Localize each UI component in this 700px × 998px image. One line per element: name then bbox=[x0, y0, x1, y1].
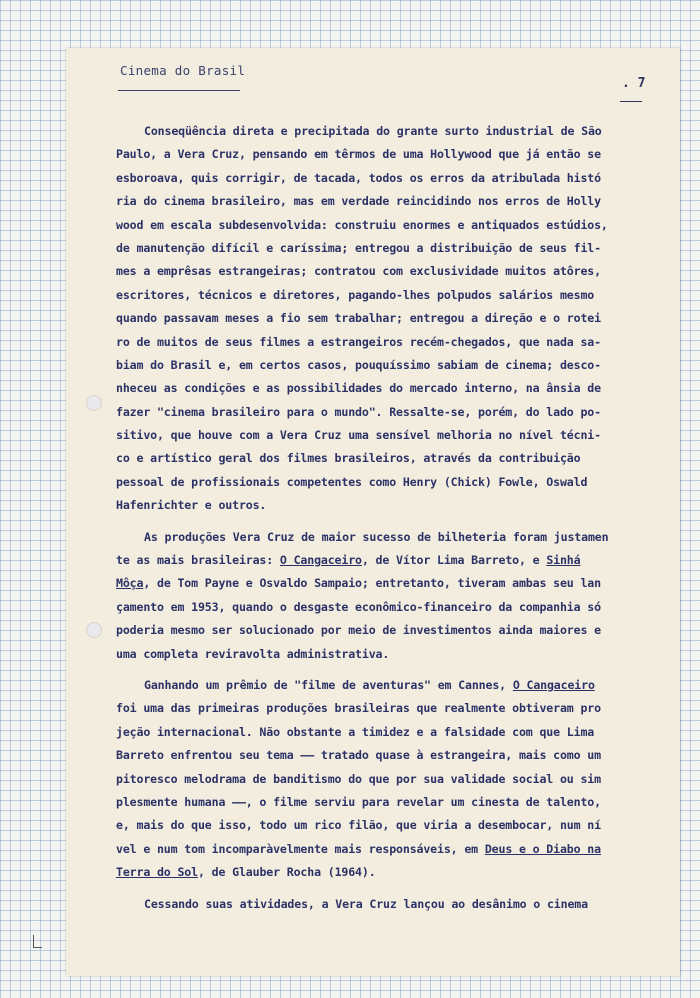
text-line: Barreto enfrentou seu tema –– tratado quase à estrangeira, mais como um bbox=[116, 748, 601, 763]
text-line: mes a emprêsas estrangeiras; contratou com exclusividade muitos atôres, bbox=[116, 264, 601, 279]
film-title: O Cangaceiro bbox=[279, 553, 362, 568]
text-line: Môça, de Tom Payne e Osvaldo Sampaio; entretanto, tiveram ambas seu lan bbox=[116, 576, 601, 591]
paragraph-4 bbox=[116, 893, 676, 916]
film-title: Môça bbox=[116, 576, 144, 591]
text-line: foi uma das primeiras produções brasileiras que realmente obtiveram pro bbox=[116, 701, 601, 716]
text-line: wood em escala subdesenvolvida: construiu enormes e antiquados estúdios, bbox=[116, 217, 608, 232]
text-line: ria do cinema brasileiro, mas em verdade reincidindo nos erros de Holly bbox=[116, 194, 601, 209]
text-line: e, mais do que isso, todo um rico filão, que viria a desembocar, num ní bbox=[116, 818, 601, 833]
text-line: pitoresco melodrama de banditismo do que por sua validade social ou sim bbox=[116, 771, 601, 786]
text-line: esboroava, quis corrigir, de tacada, todos os erros da atribulada histó bbox=[116, 170, 601, 185]
text-line: Conseqüência direta e precipitada do grante surto industrial de São bbox=[144, 124, 602, 138]
text-line: plesmente humana ––, o filme serviu para revelar um cinesta de talento, bbox=[116, 794, 601, 809]
text-line: de manutenção difícil e caríssima; entregou a distribuição de seus fil- bbox=[116, 240, 601, 255]
film-title: Deus e o Diabo na bbox=[484, 841, 601, 856]
paragraph-2 bbox=[116, 526, 676, 666]
text-line: biam do Brasil e, em certos casos, pouquíssimo sabiam de cinema; desco- bbox=[116, 357, 601, 372]
paragraph-1 bbox=[116, 120, 676, 518]
text-line: As produções Vera Cruz de maior sucesso de bilheteria foram justamen bbox=[144, 529, 609, 544]
text-line: Terra do Sol, de Glauber Rocha (1964). bbox=[116, 865, 376, 880]
punch-hole bbox=[86, 622, 102, 638]
film-title: Sinhá bbox=[546, 553, 581, 568]
text-line: jeção internacional. Não obstante a timidez e a falsidade com que Lima bbox=[116, 724, 595, 739]
text-line: poderia mesmo ser solucionado por meio de investimentos ainda maiores e bbox=[116, 623, 601, 638]
text-line: escritores, técnicos e diretores, pagando-lhes polpudos salários mesmo bbox=[116, 287, 595, 302]
text-line: sitivo, que houve com a Vera Cruz uma sensível melhoria no nível técni- bbox=[116, 428, 601, 443]
text-line: nheceu as condições e as possibilidades do mercado interno, na ânsia de bbox=[116, 381, 601, 396]
text-line: uma completa reviravolta administrativa. bbox=[116, 646, 390, 661]
page-number: . 7 bbox=[622, 76, 646, 91]
film-title: Terra do Sol bbox=[116, 865, 198, 880]
text-line: Hafenrichter e outros. bbox=[116, 498, 267, 513]
text-line: vel e num tom incomparàvelmente mais responsáveis, em Deus e o Diabo na bbox=[116, 841, 601, 856]
text-line: ro de muitos de seus filmes a estrangeiros recém-chegados, que nada sa- bbox=[116, 334, 601, 349]
text-line: Paulo, a Vera Cruz, pensando em têrmos de uma Hollywood que já então se bbox=[116, 147, 601, 162]
film-title: O Cangaceiro bbox=[512, 677, 595, 692]
page-number-underline bbox=[620, 101, 642, 102]
text-line: te as mais brasileiras: O Cangaceiro, de Vítor Lima Barreto, e Sinhá bbox=[116, 553, 581, 568]
text-line: quando passavam meses a fio sem trabalhar; entregou a direção e o rotei bbox=[116, 311, 601, 326]
header-underline bbox=[118, 90, 240, 91]
running-header: Cinema do Brasil bbox=[120, 63, 246, 78]
text-line: co e artístico geral dos filmes brasileiros, através da contribuição bbox=[116, 451, 581, 466]
paragraph-3 bbox=[116, 674, 676, 885]
text-line: çamento em 1953, quando o desgaste econômico-financeiro da companhia só bbox=[116, 599, 601, 614]
text-line: fazer "cinema brasileiro para o mundo". Ressalte-se, porém, do lado po- bbox=[116, 404, 601, 419]
text-line: pessoal de profissionais competentes como Henry (Chick) Fowle, Oswald bbox=[116, 474, 588, 489]
text-line: Cessando suas atividades, a Vera Cruz lançou ao desânimo o cinema bbox=[144, 896, 588, 911]
text-line: Ganhando um prêmio de "filme de aventuras" em Cannes, O Cangaceiro bbox=[144, 677, 595, 692]
corner-mark bbox=[33, 935, 42, 948]
punch-hole bbox=[86, 395, 102, 411]
document-body bbox=[116, 120, 676, 916]
